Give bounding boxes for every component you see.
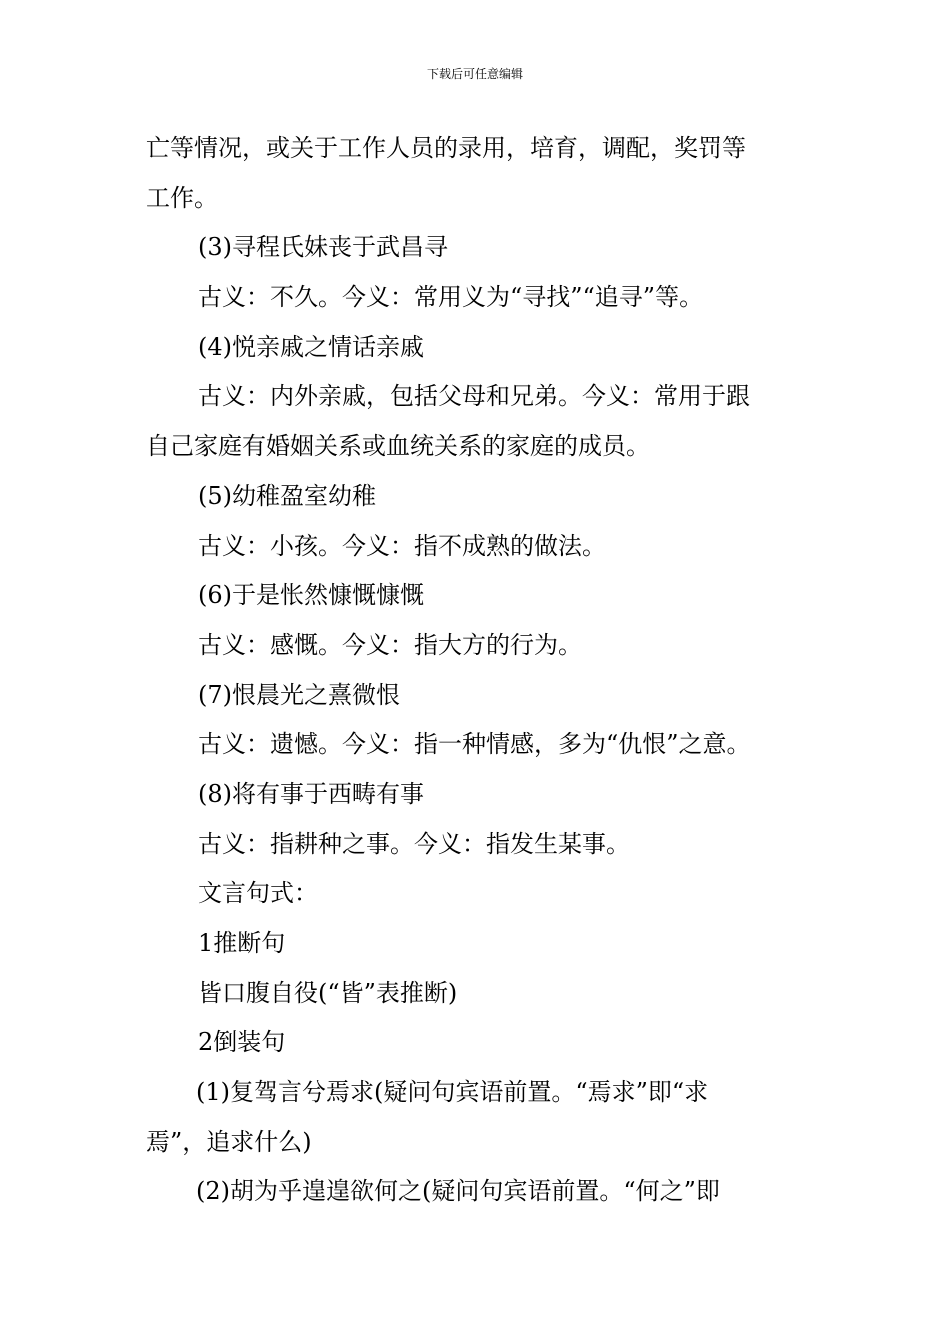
vocab-heading: (3)寻程氏妹丧于武昌寻: [198, 233, 448, 262]
vocab-explanation: 古义：内外亲戚，包括父母和兄弟。今义：常用于跟: [198, 382, 750, 411]
paragraph-line: 亡等情况，或关于工作人员的录用，培育，调配，奖罚等: [146, 134, 746, 162]
example-sentence: (2)胡为乎遑遑欲何之(疑问句宾语前置。“何之”即: [196, 1177, 720, 1206]
vocab-explanation-continued: 自己家庭有婚姻关系或血统关系的家庭的成员。: [146, 432, 650, 461]
document-body: [146, 124, 806, 1217]
vocab-heading: (7)恨晨光之熹微恨: [198, 680, 400, 709]
example-sentence-continued: 焉”，追求什么): [146, 1127, 312, 1156]
vocab-explanation: 古义：感慨。今义：指大方的行为。: [198, 630, 582, 659]
vocab-explanation: 古义：遗憾。今义：指一种情感，多为“仇恨”之意。: [198, 730, 751, 759]
vocab-heading: (4)悦亲戚之情话亲戚: [198, 332, 424, 361]
vocab-explanation: 古义：不久。今义：常用义为“寻找”“追寻”等。: [198, 283, 704, 312]
example-sentence: 皆口腹自役(“皆”表推断): [198, 978, 458, 1007]
paragraph-line: 工作。: [146, 183, 218, 212]
vocab-heading: (5)幼稚盈室幼稚: [198, 481, 376, 510]
vocab-explanation: 古义：指耕种之事。今义：指发生某事。: [198, 829, 630, 858]
vocab-heading: (8)将有事于西畴有事: [198, 779, 424, 808]
vocab-explanation: 古义：小孩。今义：指不成熟的做法。: [198, 531, 606, 560]
example-sentence: (1)复驾言兮焉求(疑问句宾语前置。“焉求”即“求: [196, 1078, 709, 1107]
page-header: 下载后可任意编辑: [426, 67, 523, 81]
subsection-heading: 2倒装句: [198, 1028, 286, 1057]
subsection-heading: 1推断句: [198, 929, 286, 957]
section-heading: 文言句式：: [198, 879, 318, 908]
vocab-heading: (6)于是怅然慷慨慷慨: [198, 581, 424, 610]
